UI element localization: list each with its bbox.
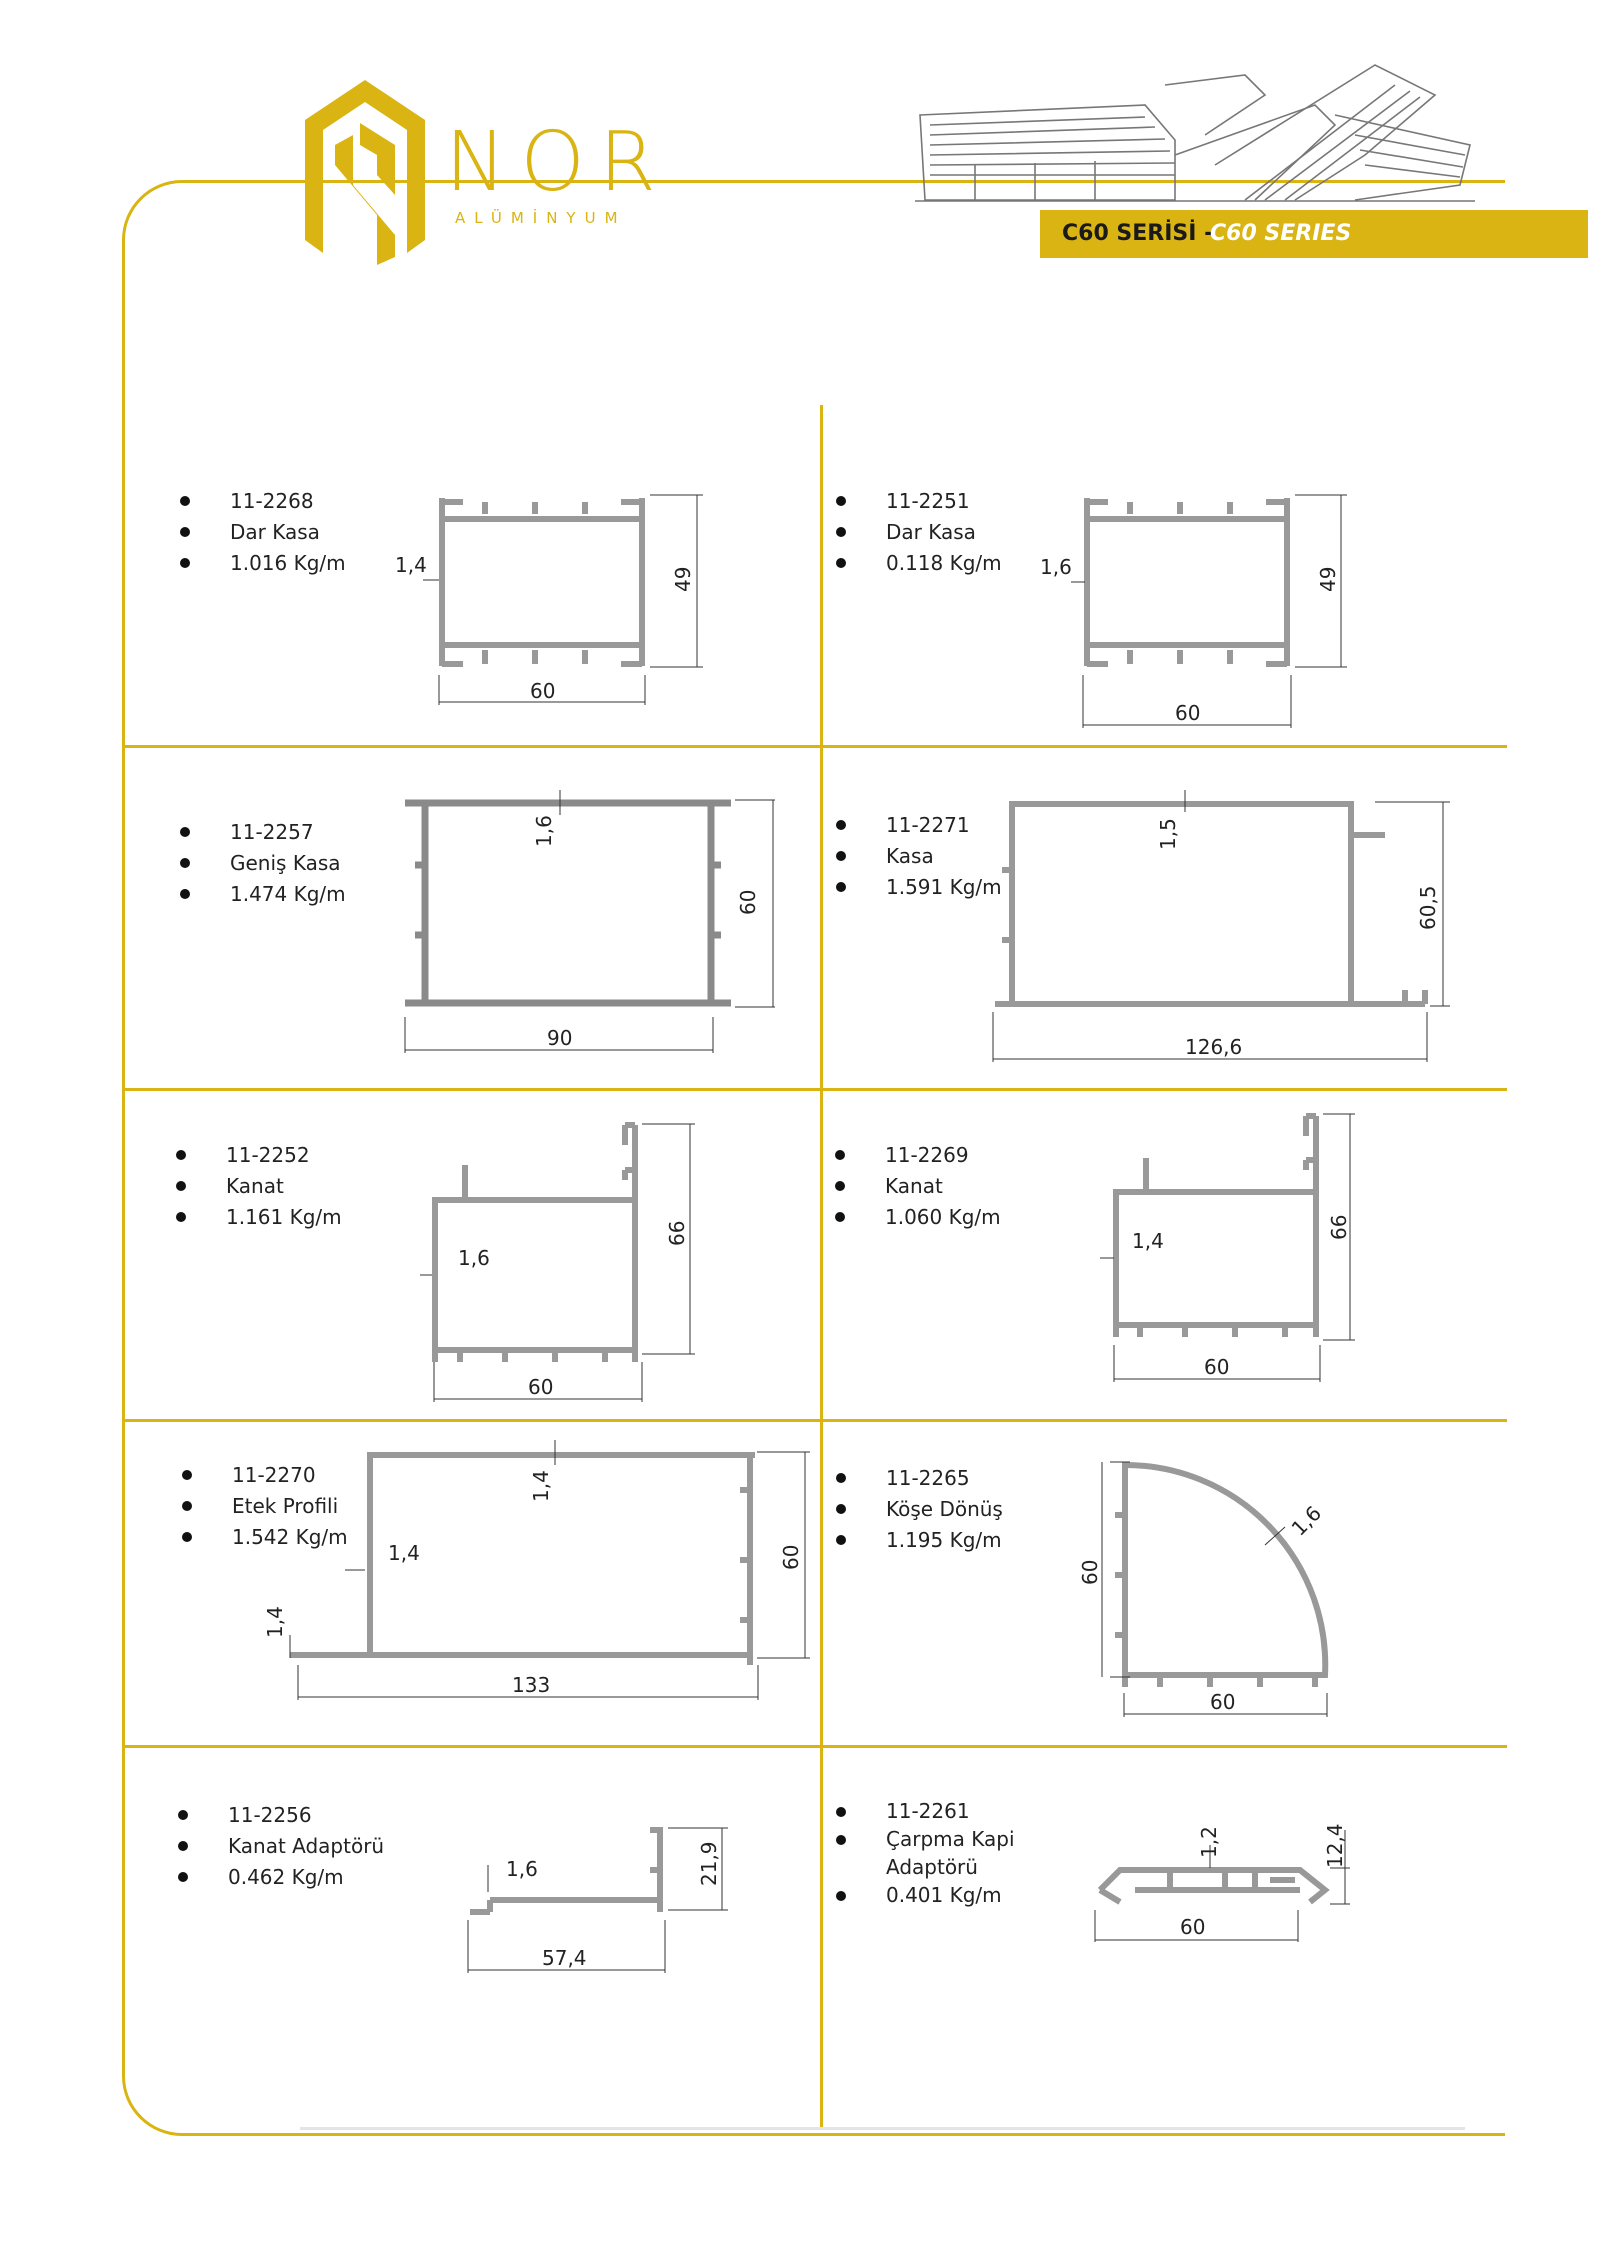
profile-name-line2: Adaptörü	[886, 1855, 978, 1879]
dim-width: 60	[1204, 1355, 1230, 1379]
dim-width: 133	[512, 1673, 551, 1697]
profile-info	[836, 486, 1002, 579]
profile-code: 11-2256	[178, 1800, 384, 1831]
profile-info	[180, 486, 346, 579]
building-sketch-icon	[915, 55, 1475, 205]
profile-info	[180, 817, 346, 910]
dim-thickness: 1,6	[532, 815, 556, 847]
profile-weight: 1.195 Kg/m	[836, 1525, 1003, 1556]
profile-info	[835, 1140, 1001, 1233]
profile-info	[836, 810, 1002, 903]
profile-drawing	[385, 480, 715, 720]
dim-height: 21,9	[697, 1841, 721, 1886]
profile-code: 11-2265	[836, 1463, 1003, 1494]
dim-height: 60	[736, 889, 760, 915]
dim-width: 126,6	[1185, 1035, 1243, 1059]
profile-name: Çarpma Kapi	[836, 1825, 1015, 1853]
profile-drawing	[395, 785, 775, 1060]
profile-code: 11-2257	[180, 817, 346, 848]
dim-width: 60	[1210, 1690, 1236, 1714]
dim-width: 60	[530, 679, 556, 703]
profile-weight: 0.118 Kg/m	[836, 548, 1002, 579]
dim-height: 60	[1078, 1559, 1102, 1585]
dim-width: 60	[1175, 701, 1201, 725]
profile-name: Etek Profili	[182, 1491, 348, 1522]
dim-height: 60,5	[1416, 885, 1440, 930]
profile-weight: 1.542 Kg/m	[182, 1522, 348, 1553]
profile-drawing	[250, 1430, 820, 1710]
profile-name: Kanat Adaptörü	[178, 1831, 384, 1862]
profile-code: 11-2252	[176, 1140, 342, 1171]
profile-weight: 1.161 Kg/m	[176, 1202, 342, 1233]
profile-name: Kanat	[835, 1171, 1001, 1202]
dim-thickness-inner: 1,4	[388, 1541, 420, 1565]
brand-name: NOR	[445, 115, 670, 210]
profile-drawing	[460, 1820, 750, 1980]
profile-info	[836, 1463, 1003, 1556]
dim-height: 60	[779, 1544, 803, 1570]
profile-code: 11-2269	[835, 1140, 1001, 1171]
profile-weight: 0.401 Kg/m	[836, 1881, 1015, 1909]
profile-info	[176, 1140, 342, 1233]
logo	[295, 75, 670, 265]
series-tr: C60 SERİSİ -	[1062, 221, 1214, 246]
profile-drawing	[420, 1110, 720, 1410]
divider-row-3	[122, 1419, 1507, 1422]
profile-weight: 1.016 Kg/m	[180, 548, 346, 579]
profile-info	[178, 1800, 384, 1893]
profile-code: 11-2268	[180, 486, 346, 517]
dim-height: 66	[1327, 1214, 1351, 1240]
dim-thickness: 1,6	[1040, 555, 1072, 579]
nor-logo-mark-icon	[295, 75, 435, 265]
dim-thickness-bottom: 1,4	[263, 1606, 287, 1638]
profile-weight: 1.060 Kg/m	[835, 1202, 1001, 1233]
divider-row-4	[122, 1745, 1507, 1748]
profile-drawing	[1035, 480, 1365, 740]
profile-code: 11-2251	[836, 486, 1002, 517]
series-banner	[1040, 210, 1588, 258]
profile-weight: 0.462 Kg/m	[178, 1862, 384, 1893]
footer-line	[300, 2127, 1465, 2130]
divider-row-1	[122, 745, 1507, 748]
profile-name: Geniş Kasa	[180, 848, 346, 879]
dim-height: 12,4	[1323, 1823, 1347, 1868]
divider-column	[820, 405, 823, 2127]
profile-drawing	[1080, 1820, 1360, 1950]
profile-code: 11-2270	[182, 1460, 348, 1491]
dim-height: 49	[671, 566, 695, 592]
profile-drawing	[1090, 1100, 1390, 1400]
dim-width: 57,4	[542, 1946, 587, 1970]
dim-thickness: 1,4	[1132, 1229, 1164, 1253]
dim-width: 90	[547, 1026, 573, 1050]
profile-code: 11-2261	[836, 1797, 1015, 1825]
dim-thickness: 1,2	[1197, 1826, 1221, 1858]
profile-name: Dar Kasa	[180, 517, 346, 548]
dim-height: 66	[665, 1220, 689, 1246]
profile-name: Kasa	[836, 841, 1002, 872]
profile-code: 11-2271	[836, 810, 1002, 841]
series-en: C60 SERIES	[1210, 221, 1352, 246]
dim-thickness: 1,6	[506, 1857, 538, 1881]
divider-row-2	[122, 1088, 1507, 1091]
profile-info	[836, 1797, 1015, 1909]
profile-drawing	[985, 790, 1465, 1070]
dim-height: 49	[1316, 566, 1340, 592]
dim-thickness: 1,6	[1286, 1501, 1327, 1541]
dim-thickness: 1,5	[1156, 818, 1180, 850]
brand-subtitle: ALÜMİNYUM	[455, 209, 627, 227]
dim-thickness: 1,4	[395, 553, 427, 577]
dim-thickness: 1,4	[529, 1470, 553, 1502]
dim-width: 60	[528, 1375, 554, 1399]
dim-thickness: 1,6	[458, 1246, 490, 1270]
profile-drawing	[1050, 1455, 1350, 1745]
profile-name: Dar Kasa	[836, 517, 1002, 548]
profile-name: Kanat	[176, 1171, 342, 1202]
dim-width: 60	[1180, 1915, 1206, 1939]
profile-weight: 1.591 Kg/m	[836, 872, 1002, 903]
profile-name: Köşe Dönüş	[836, 1494, 1003, 1525]
profile-weight: 1.474 Kg/m	[180, 879, 346, 910]
